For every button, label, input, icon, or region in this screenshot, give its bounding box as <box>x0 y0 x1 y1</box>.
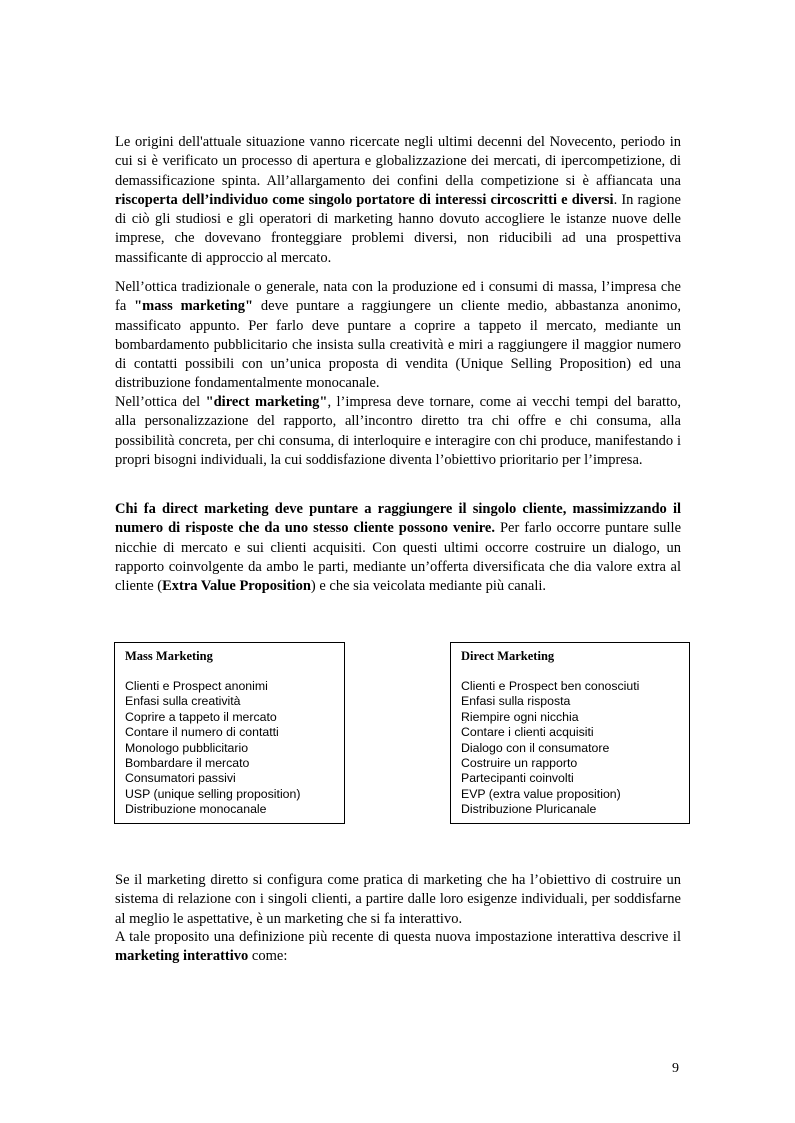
paragraph-origins-bold: riscoperta dell’individuo come singolo portatore di interessi circoscritti e diversi <box>115 191 614 208</box>
paragraph-origins <box>115 133 681 268</box>
paragraph-direct-goal <box>115 500 681 596</box>
paragraph-goal-text-2: ) e che sia veicolata mediante più canali. <box>310 578 546 595</box>
direct-marketing-item: EVP (extra value proposition) <box>461 786 621 801</box>
mass-marketing-item: Coprire a tappeto il mercato <box>125 709 277 724</box>
paragraph-interactive-text: Se il marketing diretto si configura come pratica di marketing che ha l’obiettivo di costruire un sistema di relazione con i singoli clienti, a partire dalle loro esigenze individuali, per soddisfarne al meglio le aspettative, è un marketing che si fa interattivo. <box>115 872 681 927</box>
mass-marketing-item: Bombardare il mercato <box>125 756 250 771</box>
paragraph-goal-text-1: Per farlo occorre puntare sulle nicchie di mercato e sui clienti acquisiti. Con questi ultimi occorre costruire un dialogo, un rapporto coinvolgente da ambo le parti, mediante un’offerta diversificata che dia valore extra al cliente ( <box>115 520 682 595</box>
paragraph-goal-bold-2: Extra Value Proposition <box>162 578 311 595</box>
direct-marketing-item: Distribuzione Pluricanale <box>461 802 597 817</box>
direct-marketing-list <box>461 679 679 818</box>
paragraph-mass-text-1: Nell’ottica tradizionale o generale, nata con la produzione ed i consumi di massa, l’impresa che fa <box>115 279 681 315</box>
mass-marketing-item: Clienti e Prospect anonimi <box>125 679 268 693</box>
paragraph-definition <box>115 928 681 967</box>
mass-marketing-list <box>125 679 334 818</box>
paragraph-interactive <box>115 871 681 929</box>
direct-marketing-title: Direct Marketing <box>461 649 555 663</box>
direct-marketing-item: Costruire un rapporto <box>461 756 578 771</box>
paragraph-origins-text-1: Le origini dell'attuale situazione vanno ricercate negli ultimi decenni del Novecento, periodo in cui si è verificato un processo di apertura e globalizzazione dei mercati, di ipercompetizione, di demassificazione spinta. All’allargamento dei confini della competizione si è affiancata una <box>115 134 681 189</box>
mass-marketing-item: USP (unique selling proposition) <box>125 786 301 801</box>
direct-marketing-box <box>450 642 690 824</box>
direct-marketing-item: Enfasi sulla risposta <box>461 694 571 709</box>
mass-marketing-item: Enfasi sulla creatività <box>125 694 241 709</box>
paragraph-mass-bold: "mass marketing" <box>134 298 254 315</box>
paragraph-definition-text-1: A tale proposito una definizione più recente di questa nuova impostazione interattiva descrive il <box>115 929 681 945</box>
paragraph-direct-bold: "direct marketing" <box>205 394 328 410</box>
page-number: 9 <box>672 1061 679 1076</box>
mass-marketing-item: Consumatori passivi <box>125 771 236 786</box>
mass-marketing-item: Distribuzione monocanale <box>125 802 267 817</box>
mass-marketing-box <box>114 642 345 824</box>
paragraph-origins-text-2: . In ragione di ciò gli studiosi e gli operatori di marketing hanno dovuto accogliere le istanze nuove delle imprese, che dovevano fronteggiare problemi diversi, non riducibili ad una prospettiva massificante di approccio al mercato. <box>115 191 681 266</box>
mass-marketing-item: Contare il numero di contatti <box>125 725 279 740</box>
mass-marketing-item: Monologo pubblicitario <box>125 740 249 755</box>
paragraph-direct-marketing <box>115 393 681 470</box>
paragraph-direct-text-1: Nell’ottica del <box>115 394 206 410</box>
paragraph-mass-text-2: deve puntare a raggiungere un cliente medio, abbastanza anonimo, massificato appunto. Per farlo deve puntare a coprire a tappeto il mercato, mediante un bombardamento pubblicitario che insista sulla creatività e miri a raggiungere il maggior numero di contatti possibili con un’unica proposta di vendita (Unique Selling Proposition) ed una distribuzione fondamentalmente monocanale. <box>115 298 682 392</box>
direct-marketing-item: Riempire ogni nicchia <box>461 709 579 724</box>
paragraph-goal-bold-1: Chi fa direct marketing deve puntare a raggiungere il singolo cliente, massimizzando il numero di risposte che da uno stesso cliente possono venire. <box>115 501 681 537</box>
mass-marketing-title: Mass Marketing <box>125 649 213 663</box>
paragraph-mass-marketing <box>115 278 681 394</box>
paragraph-direct-text-2: , l’impresa deve tornare, come ai vecchi tempi del baratto, alla personalizzazione del rapporto, all’incontro diretto tra chi offre e chi consuma, alla possibilità concreta, per chi consuma, di interloquire e interagire con chi produce, manifestando i propri bisogni individuali, la cui soddisfazione diventa l’obiettivo prioritario per l’impresa. <box>115 394 681 468</box>
direct-marketing-item: Partecipanti coinvolti <box>461 771 574 786</box>
direct-marketing-item: Clienti e Prospect ben conosciuti <box>461 679 640 693</box>
paragraph-definition-bold: marketing interattivo <box>115 948 249 965</box>
paragraph-definition-text-2: come: <box>248 948 288 965</box>
direct-marketing-item: Dialogo con il consumatore <box>461 740 610 755</box>
direct-marketing-item: Contare i clienti acquisiti <box>461 725 594 740</box>
